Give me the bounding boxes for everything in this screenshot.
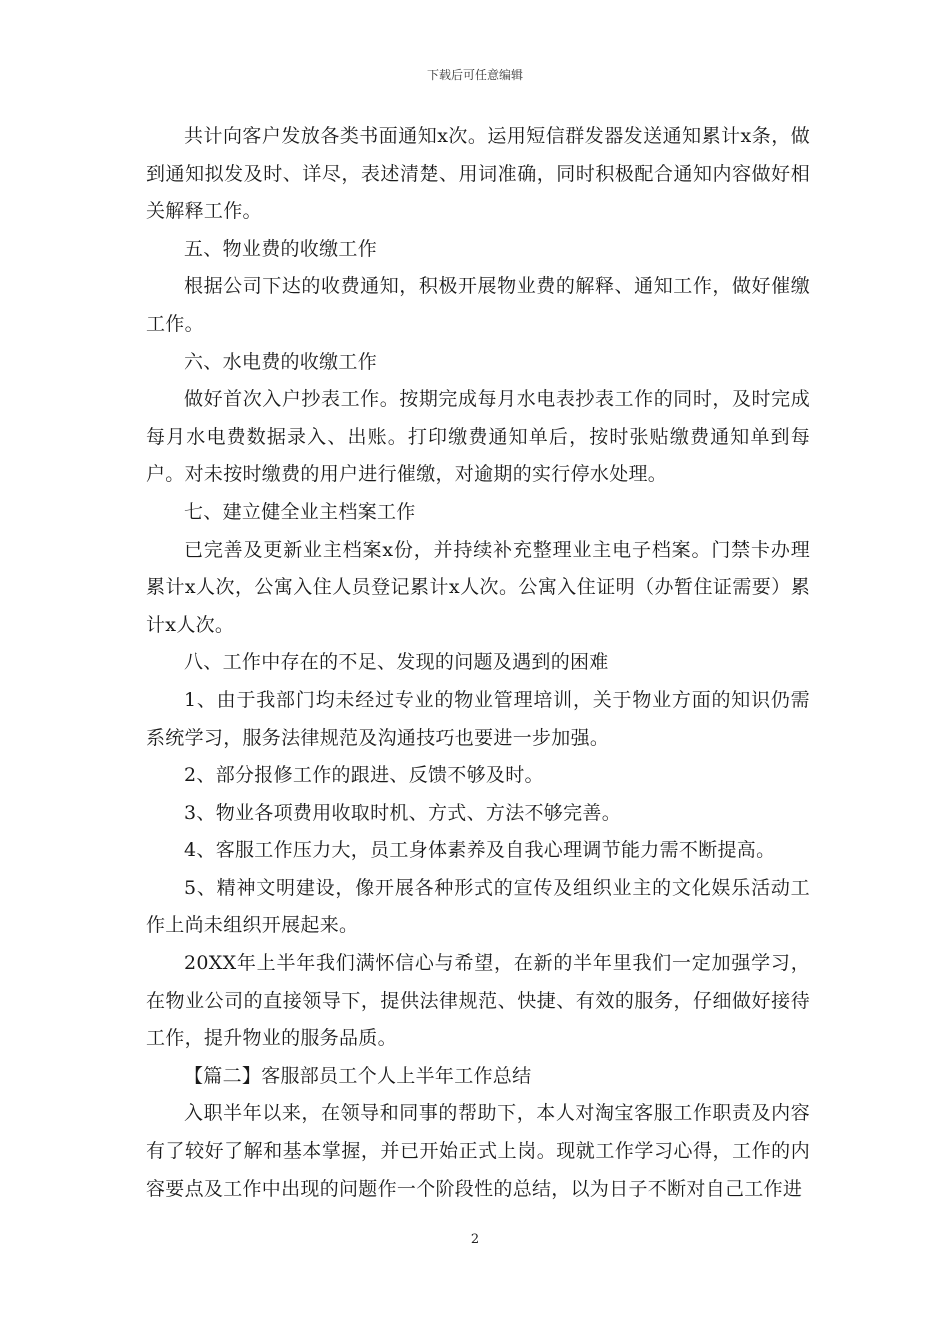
document-body [146, 118, 810, 1208]
list-item: 1、由于我部门均未经过专业的物业管理培训，关于物业方面的知识仍需系统学习，服务法律规范及沟通技巧也要进一步加强。 [146, 688, 810, 749]
list-item: 4、客服工作压力大，员工身体素养及自我心理调节能力需不断提高。 [184, 839, 776, 862]
paragraph: 20XX年上半年我们满怀信心与希望，在新的半年里我们一定加强学习，在物业公司的直接领导下，提供法律规范、快捷、有效的服务，仔细做好接待工作，提升物业的服务品质。 [146, 952, 810, 1050]
paragraph: 共计向客户发放各类书面通知x次。运用短信群发器发送通知累计x条，做到通知拟发及时、详尽，表述清楚、用词准确，同时积极配合通知内容做好相关解释工作。 [146, 125, 810, 223]
paragraph: 入职半年以来，在领导和同事的帮助下，本人对淘宝客服工作职责及内容有了较好了解和基本掌握，并已开始正式上岗。现就工作学习心得，工作的内容要点及工作中出现的问题作一个阶段性的总结，以为日子不断对自己工作进 [146, 1102, 810, 1200]
page-header: 下载后可任意编辑 [426, 68, 523, 82]
section-heading: 五、物业费的收缴工作 [184, 237, 378, 260]
list-item: 2、部分报修工作的跟进、反馈不够及时。 [184, 764, 544, 787]
section-heading: 六、水电费的收缴工作 [184, 350, 378, 373]
list-item: 5、精神文明建设，像开展各种形式的宣传及组织业主的文化娱乐活动工作上尚未组织开展起来。 [146, 876, 810, 937]
chapter-heading: 【篇二】客服部员工个人上半年工作总结 [184, 1064, 532, 1087]
paragraph: 已完善及更新业主档案x份，并持续补充整理业主电子档案。门禁卡办理累计x人次，公寓入住人员登记累计x人次。公寓入住证明（办暂住证需要）累计x人次。 [146, 538, 810, 636]
page-number: 2 [470, 1232, 480, 1247]
paragraph: 做好首次入户抄表工作。按期完成每月水电表抄表工作的同时，及时完成每月水电费数据录入、出账。打印缴费通知单后，按时张贴缴费通知单到每户。对未按时缴费的用户进行催缴，对逾期的实行停水处理。 [146, 388, 810, 486]
section-heading: 八、工作中存在的不足、发现的问题及遇到的困难 [184, 651, 609, 674]
list-item: 3、物业各项费用收取时机、方式、方法不够完善。 [184, 801, 621, 824]
paragraph: 根据公司下达的收费通知，积极开展物业费的解释、通知工作，做好催缴工作。 [146, 275, 810, 335]
section-heading: 七、建立健全业主档案工作 [184, 500, 416, 523]
